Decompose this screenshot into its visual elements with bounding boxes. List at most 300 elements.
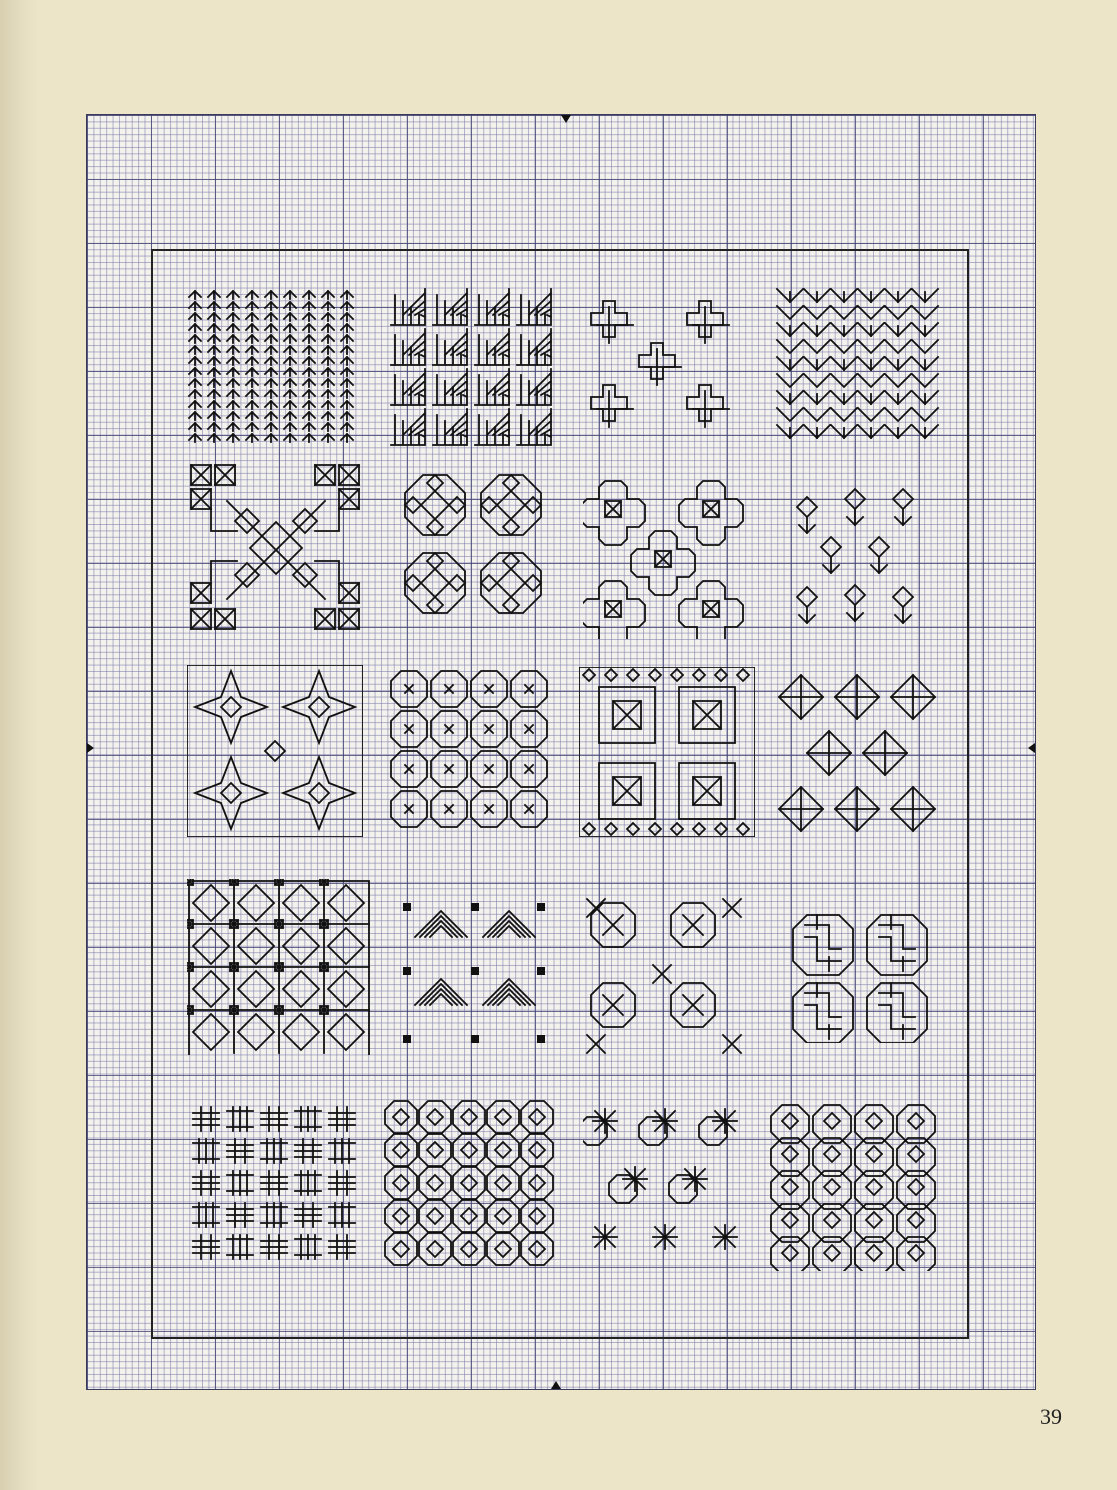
stitch-line xyxy=(329,1235,355,1259)
stitch-line xyxy=(341,302,353,310)
stitch-line xyxy=(475,329,509,365)
star-pattern xyxy=(187,665,363,837)
stitch-line xyxy=(341,357,353,365)
stitch-line xyxy=(671,903,715,947)
stitch-line xyxy=(583,669,595,681)
stitch-line xyxy=(391,369,425,405)
stitch-line xyxy=(341,434,353,442)
stitch-line xyxy=(879,915,915,971)
stitch-line xyxy=(246,313,258,321)
stitch-line xyxy=(679,481,743,545)
stitch-line xyxy=(419,1101,451,1133)
stitch-line xyxy=(227,1235,253,1259)
motif-row1-col1 xyxy=(183,285,359,445)
stitch-line xyxy=(283,757,355,829)
stitch-line xyxy=(303,412,315,420)
flower-pattern xyxy=(399,469,547,621)
stitch-line xyxy=(583,481,645,545)
stitch-line xyxy=(261,1203,287,1227)
stitch-line xyxy=(246,302,258,310)
stitch-line xyxy=(777,306,803,319)
stitch-line xyxy=(804,374,830,387)
stitch-line xyxy=(303,379,315,387)
stitch-line xyxy=(189,335,201,343)
center-marker-bottom-icon xyxy=(551,1381,561,1389)
stitch-line xyxy=(405,765,413,773)
motif-row2-col4 xyxy=(787,487,923,635)
fern-pattern xyxy=(387,285,555,447)
stitch-line xyxy=(208,302,220,310)
stitch-line xyxy=(807,731,851,775)
stitch-line xyxy=(227,434,239,442)
stitch-line xyxy=(295,1171,321,1195)
stitch-line xyxy=(433,409,467,445)
stitch-line xyxy=(208,357,220,365)
filled-square xyxy=(537,1035,545,1043)
stitch-line xyxy=(693,823,705,835)
stitch-line xyxy=(341,346,353,354)
stitch-line xyxy=(208,313,220,321)
stitch-line xyxy=(579,667,755,837)
stitch-line xyxy=(246,324,258,332)
stitch-line xyxy=(385,1134,417,1166)
stitch-line xyxy=(885,306,911,319)
stitch-line xyxy=(671,669,683,681)
motif-row5-col3 xyxy=(583,1099,749,1269)
stitch-line xyxy=(227,423,239,431)
stitch-line xyxy=(208,401,220,409)
stitch-line xyxy=(227,1171,253,1195)
stitch-line xyxy=(189,324,201,332)
stitch-line xyxy=(341,423,353,431)
stitch-line xyxy=(265,291,277,299)
stitch-line xyxy=(912,306,938,319)
stitch-line xyxy=(341,390,353,398)
stitch-line xyxy=(227,368,239,376)
knot-pattern xyxy=(787,909,935,1043)
stitch-line xyxy=(303,434,315,442)
stitch-line xyxy=(713,1109,737,1133)
stitch-line xyxy=(405,475,465,535)
filled-square xyxy=(403,1035,411,1043)
stitch-line xyxy=(227,335,239,343)
stitch-line xyxy=(328,928,364,964)
stitch-line xyxy=(453,1167,485,1199)
stitch-line xyxy=(221,697,241,717)
stitch-line xyxy=(605,601,621,617)
stitch-line xyxy=(605,669,617,681)
stitch-line xyxy=(683,1167,707,1191)
filled-square xyxy=(471,1035,479,1043)
asterisk-pattern xyxy=(583,1099,749,1269)
stitch-line xyxy=(303,423,315,431)
stitch-line xyxy=(208,335,220,343)
stitch-line xyxy=(246,346,258,354)
stitch-line xyxy=(521,1101,553,1133)
stitch-line xyxy=(315,609,335,629)
stitch-line xyxy=(777,374,803,387)
stitch-line xyxy=(521,1134,553,1166)
stitch-line xyxy=(693,669,705,681)
stitch-line xyxy=(339,583,359,603)
stitch-line xyxy=(284,412,296,420)
stitch-line xyxy=(189,379,201,387)
stitch-line xyxy=(265,313,277,321)
stitch-line xyxy=(341,291,353,299)
stitch-line xyxy=(322,423,334,431)
stitch-line xyxy=(723,899,741,917)
stitch-line xyxy=(858,374,884,387)
stitch-line xyxy=(246,412,258,420)
stitch-line xyxy=(679,687,735,743)
stitch-line xyxy=(831,306,857,319)
stitch-line xyxy=(246,434,258,442)
stitch-line xyxy=(208,390,220,398)
stitch-line xyxy=(385,1233,417,1265)
stitch-line xyxy=(227,390,239,398)
stitch-line xyxy=(804,408,830,421)
stitch-line xyxy=(797,587,817,623)
stitch-line xyxy=(655,551,671,567)
stitch-line xyxy=(339,609,359,629)
stitch-line xyxy=(208,423,220,431)
stitch-line xyxy=(605,823,617,835)
stitch-line xyxy=(525,765,533,773)
stitch-line xyxy=(405,805,413,813)
stitch-line xyxy=(419,1233,451,1265)
stitch-line xyxy=(405,553,465,613)
stitch-line xyxy=(587,1035,605,1053)
stitch-line xyxy=(591,983,635,1027)
stitch-line xyxy=(391,329,425,365)
stitch-line xyxy=(517,329,551,365)
stitch-line xyxy=(211,509,339,581)
stitch-line xyxy=(284,423,296,431)
stitch-line xyxy=(593,1109,617,1133)
stitch-line xyxy=(627,669,639,681)
stitch-line xyxy=(284,401,296,409)
stitch-line xyxy=(195,757,267,829)
stitch-line xyxy=(341,401,353,409)
stitch-line xyxy=(525,725,533,733)
stitch-line xyxy=(284,291,296,299)
stitch-line xyxy=(284,346,296,354)
stitch-line xyxy=(238,928,274,964)
stitch-line xyxy=(284,379,296,387)
motif-row3-col3 xyxy=(579,667,755,837)
stitch-line xyxy=(227,379,239,387)
stitch-line xyxy=(487,1101,519,1133)
stitch-line xyxy=(322,379,334,387)
stitch-line xyxy=(193,1235,219,1259)
motif-row4-col2 xyxy=(401,901,557,1051)
stitch-line xyxy=(322,357,334,365)
stitch-line xyxy=(835,675,879,719)
stitch-line xyxy=(208,434,220,442)
stitch-line xyxy=(265,324,277,332)
stitch-line xyxy=(322,401,334,409)
stitch-line xyxy=(208,324,220,332)
stitch-line xyxy=(445,805,453,813)
stitch-line xyxy=(227,324,239,332)
stitch-line xyxy=(485,765,493,773)
stitch-line xyxy=(341,324,353,332)
stitch-line xyxy=(653,1109,677,1133)
stitch-line xyxy=(208,379,220,387)
stitch-line xyxy=(605,501,621,517)
stitch-line xyxy=(631,531,695,595)
stitch-line xyxy=(821,537,841,573)
stitch-line xyxy=(885,408,911,421)
stitch-line xyxy=(433,329,467,365)
stitch-line xyxy=(805,915,841,971)
stitch-line xyxy=(385,1200,417,1232)
stitch-line xyxy=(893,489,913,525)
stitch-line xyxy=(303,324,315,332)
stitch-line xyxy=(195,671,267,743)
diamond-cross-pattern xyxy=(771,667,943,839)
stitch-line xyxy=(517,289,551,325)
stitch-line xyxy=(487,1200,519,1232)
stitch-line xyxy=(835,787,879,831)
motif-row4-col3 xyxy=(583,895,745,1057)
lattice-pattern xyxy=(387,667,553,835)
stitch-line xyxy=(845,489,865,525)
stitch-line xyxy=(303,357,315,365)
stitch-line xyxy=(391,409,425,445)
filled-square xyxy=(537,903,545,911)
stitch-line xyxy=(322,302,334,310)
stitch-line xyxy=(284,368,296,376)
stitch-line xyxy=(831,408,857,421)
stitch-line xyxy=(238,1014,274,1050)
bud-pattern xyxy=(787,487,923,635)
stitch-line xyxy=(189,313,201,321)
motif-row5-col1 xyxy=(189,1103,363,1263)
stitch-line xyxy=(858,306,884,319)
stitch-line xyxy=(419,1200,451,1232)
stitch-line xyxy=(867,983,927,1043)
stitch-line xyxy=(284,357,296,365)
stitch-line xyxy=(303,302,315,310)
stitch-line xyxy=(265,412,277,420)
stitch-line xyxy=(322,291,334,299)
stitch-line xyxy=(215,609,235,629)
stitch-line xyxy=(649,669,661,681)
stitch-line xyxy=(303,313,315,321)
stitch-line xyxy=(283,971,319,1007)
stitch-line xyxy=(858,340,884,353)
stitch-line xyxy=(189,881,369,1053)
stitch-line xyxy=(845,585,865,621)
chevron-pattern xyxy=(773,285,941,449)
motif-row5-col2 xyxy=(383,1099,559,1269)
stitch-line xyxy=(797,497,817,533)
stitch-line xyxy=(793,983,853,1043)
stitch-line xyxy=(341,313,353,321)
stitch-line xyxy=(475,409,509,445)
center-marker-left-icon xyxy=(87,743,94,753)
stitch-line xyxy=(485,725,493,733)
stitch-line xyxy=(623,1167,647,1191)
stitch-line xyxy=(238,971,274,1007)
stitch-line xyxy=(193,1203,219,1227)
stitch-line xyxy=(265,357,277,365)
motif-row3-col2 xyxy=(387,667,553,835)
stitch-line xyxy=(283,671,355,743)
stitch-line xyxy=(187,665,363,837)
stitch-line xyxy=(521,1167,553,1199)
stitch-line xyxy=(777,340,803,353)
stitch-line xyxy=(339,465,359,485)
stitch-line xyxy=(391,289,425,325)
stitch-line xyxy=(284,313,296,321)
stitch-line xyxy=(328,885,364,921)
stitch-line xyxy=(679,763,735,819)
stitch-line xyxy=(341,379,353,387)
stitch-line xyxy=(303,368,315,376)
stitch-line xyxy=(303,291,315,299)
stitch-line xyxy=(227,1203,253,1227)
stitch-line xyxy=(193,1139,219,1163)
stitch-line xyxy=(525,685,533,693)
filled-square xyxy=(537,967,545,975)
stitch-line xyxy=(187,879,193,885)
motif-row1-col3 xyxy=(581,291,747,443)
stitch-line xyxy=(191,465,211,485)
stitch-line xyxy=(779,787,823,831)
stitch-line xyxy=(485,685,493,693)
stitch-line xyxy=(649,823,661,835)
stitch-line xyxy=(189,390,201,398)
stitch-line xyxy=(599,687,655,743)
stitch-line xyxy=(653,965,671,983)
stitch-line xyxy=(713,1225,737,1249)
stitch-line xyxy=(265,379,277,387)
stitch-line xyxy=(265,346,277,354)
stitch-line xyxy=(303,335,315,343)
stitch-line xyxy=(261,1171,287,1195)
stitch-line xyxy=(487,1233,519,1265)
stitch-line xyxy=(246,357,258,365)
stitch-line xyxy=(893,587,913,623)
stitch-line xyxy=(322,335,334,343)
stitch-line xyxy=(885,340,911,353)
stitch-line xyxy=(517,369,551,405)
stitch-line xyxy=(453,1101,485,1133)
stitch-line xyxy=(433,289,467,325)
stitch-line xyxy=(322,324,334,332)
stitch-line xyxy=(221,783,241,803)
motif-row1-col4 xyxy=(773,285,941,449)
stitch-line xyxy=(193,928,229,964)
stitch-line xyxy=(653,1225,677,1249)
stitch-line xyxy=(284,302,296,310)
motif-row2-col2 xyxy=(399,469,547,621)
stitch-line xyxy=(703,501,719,517)
stitch-line xyxy=(737,669,749,681)
stitch-line xyxy=(246,390,258,398)
stitch-line xyxy=(405,725,413,733)
dense-lattice-pattern xyxy=(383,1099,559,1269)
stitch-line xyxy=(487,1134,519,1166)
stitch-line xyxy=(831,340,857,353)
stitch-line xyxy=(265,368,277,376)
stitch-line xyxy=(341,412,353,420)
stitch-line xyxy=(246,335,258,343)
stitch-line xyxy=(283,885,319,921)
stitch-line xyxy=(433,369,467,405)
stitch-line xyxy=(284,390,296,398)
stitch-line xyxy=(189,434,201,442)
stitch-line xyxy=(227,501,325,599)
stitch-line xyxy=(341,335,353,343)
stitch-line xyxy=(385,1167,417,1199)
stitch-line xyxy=(295,1139,321,1163)
stitch-line xyxy=(193,971,229,1007)
stitch-line xyxy=(322,313,334,321)
stitch-line xyxy=(227,412,239,420)
stitch-line xyxy=(405,685,413,693)
stitch-line xyxy=(341,368,353,376)
stitch-line xyxy=(303,401,315,409)
stitch-line xyxy=(593,1225,617,1249)
motif-row2-col3 xyxy=(583,479,749,639)
stitch-line xyxy=(208,412,220,420)
stitch-line xyxy=(189,412,201,420)
stitch-line xyxy=(329,1171,355,1195)
stitch-line xyxy=(912,374,938,387)
stitch-line xyxy=(453,1200,485,1232)
stitch-line xyxy=(481,475,541,535)
stitch-line xyxy=(189,401,201,409)
stitch-line xyxy=(265,390,277,398)
stitch-line xyxy=(283,1014,319,1050)
stitch-line xyxy=(328,1014,364,1050)
stitch-line xyxy=(189,291,201,299)
stitch-line xyxy=(867,915,927,975)
stitch-line xyxy=(453,1233,485,1265)
stitch-line xyxy=(227,291,239,299)
stitch-line xyxy=(193,1171,219,1195)
stitch-line xyxy=(804,340,830,353)
stitch-line xyxy=(831,374,857,387)
stitch-line xyxy=(284,324,296,332)
center-marker-right-icon xyxy=(1028,743,1035,753)
stitch-line xyxy=(339,489,359,509)
page-number: 39 xyxy=(1040,1404,1062,1429)
stitch-line xyxy=(583,823,595,835)
stitch-line xyxy=(303,346,315,354)
stitch-line xyxy=(322,412,334,420)
stitch-line xyxy=(193,885,229,921)
stitch-line xyxy=(419,1167,451,1199)
crossed-square-pattern xyxy=(583,479,749,639)
stitch-line xyxy=(329,1139,355,1163)
motif-row2-col1 xyxy=(187,461,365,635)
stitch-line xyxy=(295,1203,321,1227)
stitch-line xyxy=(599,763,655,819)
stitch-line xyxy=(309,697,329,717)
motif-row5-col4 xyxy=(767,1101,937,1271)
stitch-line xyxy=(303,390,315,398)
stitch-line xyxy=(246,291,258,299)
stitch-line xyxy=(227,401,239,409)
stitch-line xyxy=(227,313,239,321)
stitch-line xyxy=(191,609,211,629)
motif-row4-col4 xyxy=(787,909,935,1043)
stitch-line xyxy=(715,669,727,681)
